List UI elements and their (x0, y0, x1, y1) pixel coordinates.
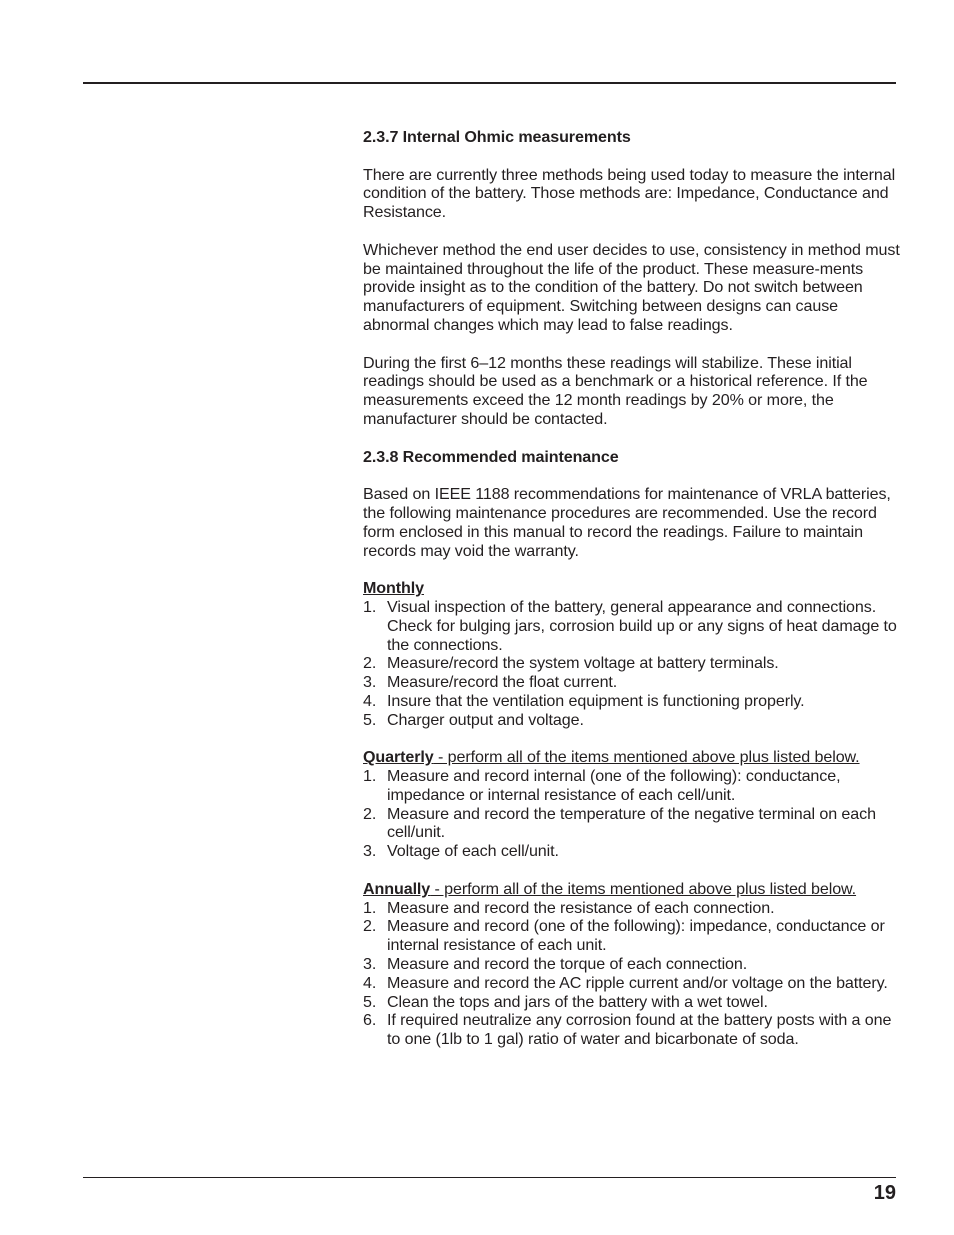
paragraph: Based on IEEE 1188 recommendations for maintenance of VRLA batteries, the following maintenance procedures are recommended. Use the record form enclosed in this manual to record the readings. Failure to maintain records may void the warranty. (363, 485, 891, 560)
list-item: 1. Measure and record internal (one of the following): conductance, impedance or internal resistance of each cell/unit. (363, 767, 841, 804)
list-item: 2. Measure and record the temperature of the negative terminal on each cell/unit. (363, 804, 876, 842)
list-item: 3. Measure and record the torque of each connection. (363, 955, 748, 974)
list-item: 5. Clean the tops and jars of the battery with a wet towel. (363, 992, 768, 1011)
list-item: 2. Measure and record (one of the following): impedance, conductance or internal resistance of each unit. (363, 917, 885, 955)
annually-suffix: - perform all of the items mentioned above plus listed below. (430, 879, 857, 898)
monthly-heading (363, 579, 903, 598)
top-rule (83, 82, 896, 84)
page-number: 19 (873, 1182, 896, 1204)
list-item: 4. Measure and record the AC ripple current and/or voltage on the battery. (363, 973, 888, 992)
annually-list (363, 899, 903, 1049)
main-column (363, 128, 903, 1049)
section-heading-ohmic: 2.3.7 Internal Ohmic measurements (363, 128, 631, 146)
monthly-label: Monthly (363, 579, 424, 598)
annually-heading (363, 880, 903, 899)
list-item: 4. Insure that the ventilation equipment is functioning properly. (363, 691, 805, 710)
list-item: 1. Measure and record the resistance of each connection. (363, 898, 775, 917)
bottom-rule (83, 1177, 896, 1178)
paragraph: During the first 6–12 months these readings will stabilize. These initial readings should be used as a benchmark or a historical reference. If the measurements exceed the 12 month readings by 20% or more, the manufacturer should be contacted. (363, 353, 868, 428)
monthly-list (363, 598, 903, 730)
paragraph: Whichever method the end user decides to use, consistency in method must be maintained throughout the life of the product. These measure-ments provide insight as to the condition of the battery. Do not switch between manufacturers of equipment. Switching between designs can cause abnormal changes which may lead to false readings. (363, 240, 900, 334)
section-heading-maintenance: 2.3.8 Recommended maintenance (363, 447, 619, 466)
list-item: 3. Voltage of each cell/unit. (363, 842, 559, 861)
list-item: 6. If required neutralize any corrosion found at the battery posts with a one to one (1lb to 1 gal) ratio of water and bicarbonate of soda. (363, 1011, 892, 1049)
paragraph: There are currently three methods being used today to measure the internal condition of the battery. Those methods are: Impedance, Conductance and Resistance. (363, 165, 896, 222)
quarterly-list (363, 767, 903, 861)
list-item: 2. Measure/record the system voltage at battery terminals. (363, 654, 779, 673)
quarterly-suffix: - perform all of the items mentioned above plus listed below. (433, 748, 860, 767)
annually-label: Annually (363, 879, 431, 898)
list-item: 5. Charger output and voltage. (363, 710, 584, 729)
quarterly-heading (363, 748, 903, 767)
list-item: 1. Visual inspection of the battery, general appearance and connections. Check for bulging jars, corrosion build up or any signs of heat damage to the connections. (363, 597, 897, 654)
list-item: 3. Measure/record the float current. (363, 673, 618, 692)
quarterly-label: Quarterly (363, 748, 434, 767)
